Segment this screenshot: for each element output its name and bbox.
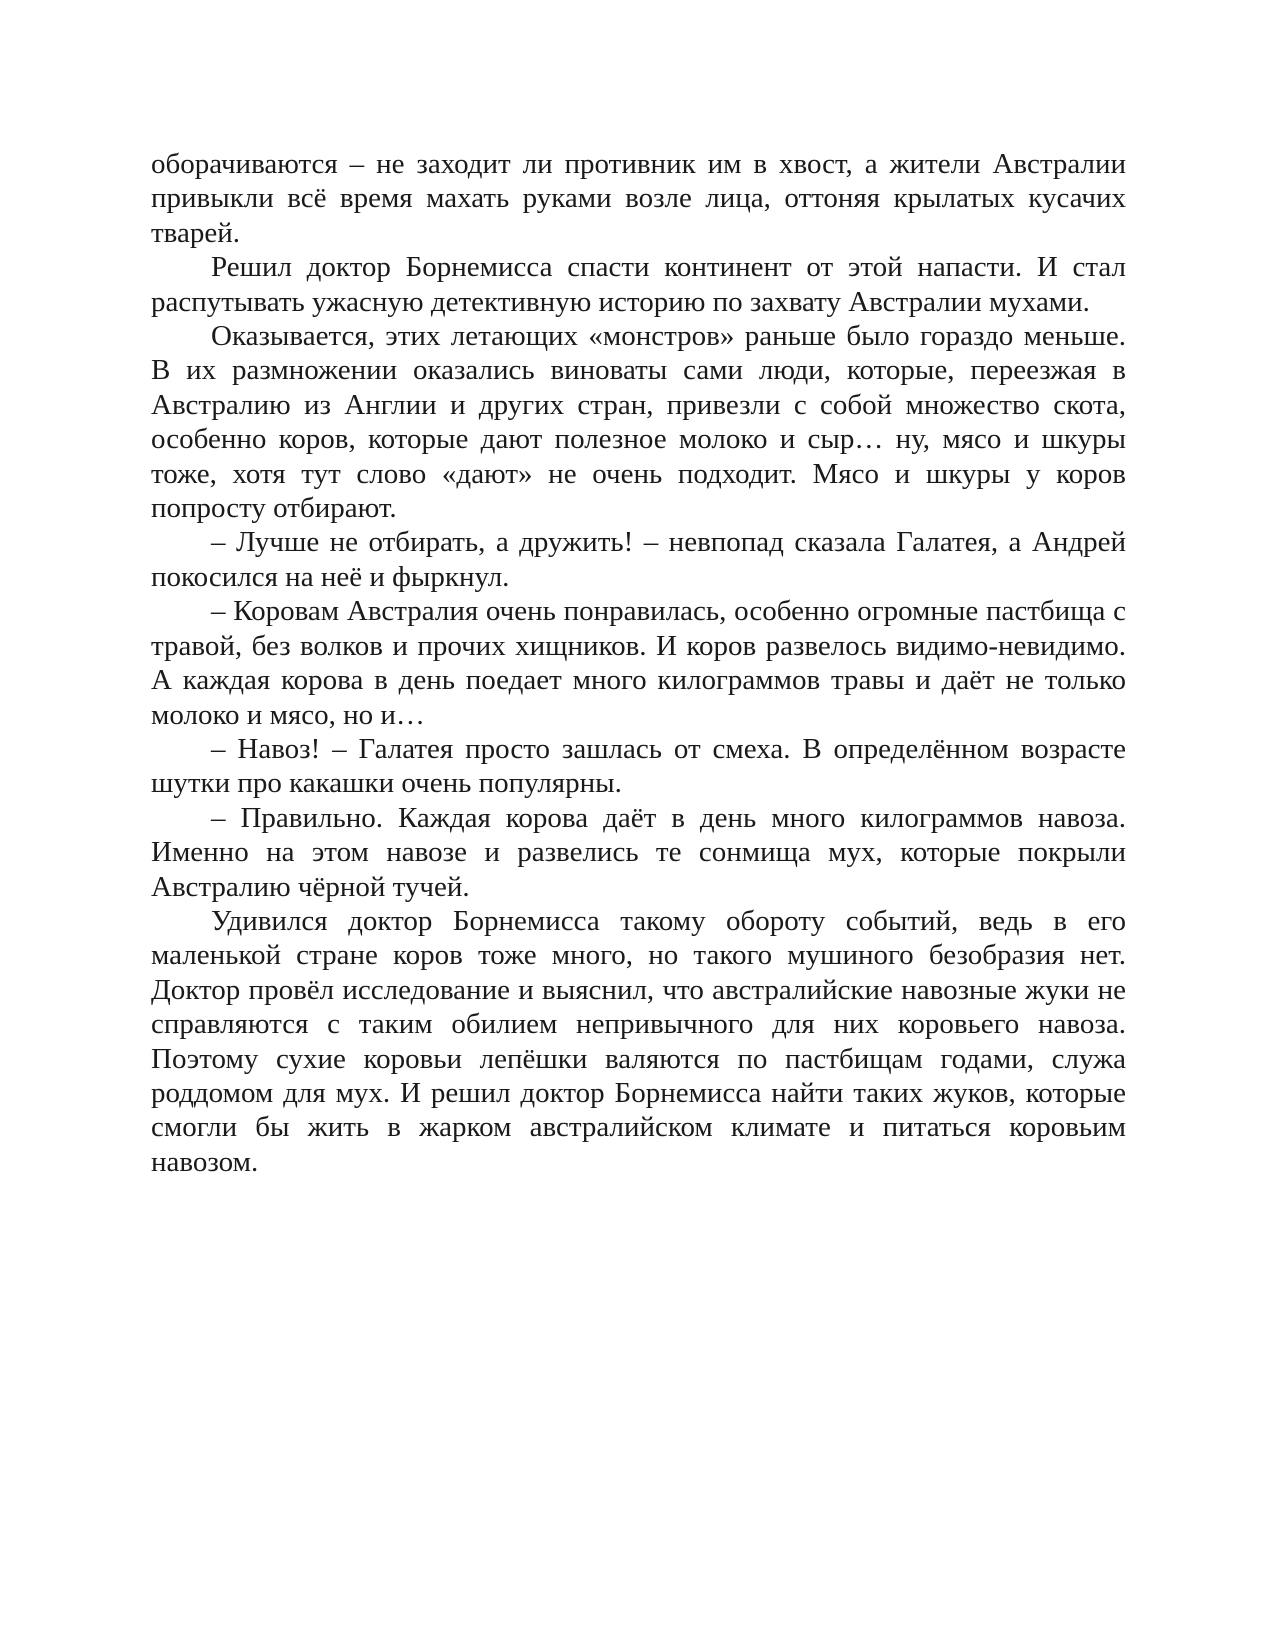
paragraph-7: – Правильно. Каждая корова даёт в день много килограммов навоза. Именно на этом навозе и развелись те сонмища мух, которые покрыли Австралию чёрной тучей. <box>151 801 1126 903</box>
paragraph-8: Удивился доктор Борнемисса такому обороту событий, ведь в его маленькой стране коров тоже много, но такого мушиного безобразия нет. Доктор провёл исследование и выяснил, что австралийские навозные жуки не справляются с таким обилием непривычного для них коровьего навоза. Поэтому сухие коровьи лепёшки валяются по пастбищам годами, служа роддомом для мух. И решил доктор Борнемисса найти таких жуков, которые смогли бы жить в жарком австралийском климате и питаться коровьим навозом. <box>151 904 1126 1178</box>
paragraph-2: Решил доктор Борнемисса спасти континент от этой напасти. И стал распутывать ужасную детективную историю по захвату Австралии мухами. <box>151 251 1126 318</box>
paragraph-6: – Навоз! – Галатея просто зашлась от смеха. В определённом возрасте шутки про какашки очень популярны. <box>151 732 1126 800</box>
paragraph-5: – Коровам Австралия очень понравилась, особенно огромные пастбища с травой, без волков и прочих хищников. И коров развелось видимо-невидимо. А каждая корова в день поедает много килограммов травы и даёт не только молоко и мясо, но и… <box>151 595 1126 731</box>
paragraph-3: Оказывается, этих летающих «монстров» раньше было гораздо меньше. В их размножении оказались виноваты сами люди, которые, переезжая в Австралию из Англии и других стран, привезли с собой множество скота, особенно коров, которые дают полезное молоко и сыр… ну, мясо и шкуры тоже, хотя тут слово «дают» не очень подходит. Мясо и шкуры у коров попросту отбирают. <box>151 320 1126 525</box>
body-text <box>151 147 1126 1179</box>
paragraph-1: оборачиваются – не заходит ли противник им в хвост, а жители Австралии привыкли всё время махать руками возле лица, оттоняя крылатых кусачих тварей. <box>151 148 1126 249</box>
paragraph-4: – Лучше не отбирать, а дружить! – невпопад сказала Галатея, а Андрей покосился на неё и фыркнул. <box>151 526 1126 593</box>
